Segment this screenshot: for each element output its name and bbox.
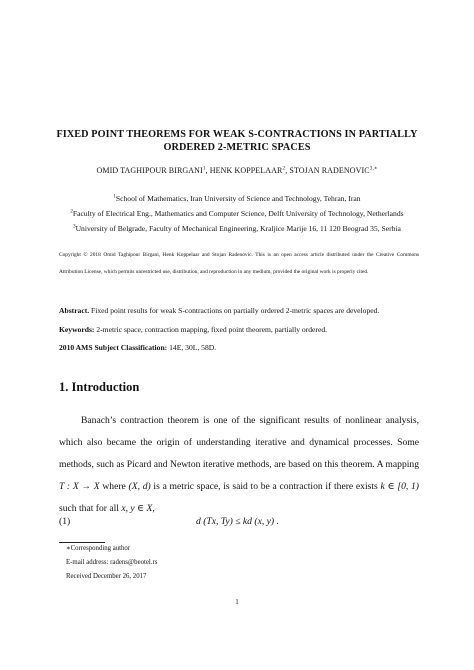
affiliation-2 [20,209,454,218]
math-k-range: k ∈ [0, 1) [380,481,419,492]
author-1-affiliation-mark: 1 [202,165,206,172]
author-3-affiliation-mark: 3,∗ [369,165,378,172]
intro-text-1: Banach’s contraction theorem is one of the significant results of nonlinear analysis, which also became the origin of understanding iterative and dynamical processes. Some methods, such as Picard and Newton iterative methods, are based on this theorem. A mapping [59,415,419,470]
abstract-text: Fixed point results for weak S-contractions on partially ordered 2-metric spaces are developed. [89,306,380,315]
ams-classification [59,342,421,353]
footnote-received-date: Received December 26, 2017 [66,573,147,580]
keywords-label: Keywords: [59,325,95,334]
author-2: HENK KOPPELAAR [209,166,283,175]
author-2-affiliation-mark: 2 [282,165,286,172]
copyright-notice: Copyright © 2018 Omid Taghipour Birgani, Henk Koppelaar and Stojan Radenovic. This is an open access article distributed under the Creative Commons Attribution License, which permits unrestricted use, distribution, and reproduction in any medium, provided the original work is properly cited. [59,252,419,275]
ams-label: 2010 AMS Subject Classification: [59,343,168,352]
author-1: OMID TAGHIPOUR BIRGANI [96,166,203,175]
footnote-corresponding-author: ∗Corresponding author [66,545,131,552]
affiliation-mark: 1 [113,194,116,200]
footnote-email: E-mail address: radens@beotel.rs [66,559,158,566]
math-mapping: T : X → X [59,481,100,492]
keywords-text: 2-metric space, contraction mapping, fixed point theorem, partially ordered. [94,325,328,334]
ams-text: 14E, 30L, 58D. [167,343,217,352]
footnote-rule [59,542,105,543]
intro-text-2: where [99,481,129,492]
math-metric-space: (X, d) [128,481,151,492]
intro-text-5: , [152,503,155,514]
paper-title-line-2: ORDERED 2-METRIC SPACES [163,142,311,153]
equation-number: (1) [59,516,71,527]
author-separator: , [205,166,210,175]
affiliation-mark: 2 [70,209,73,215]
affiliation-text: School of Mathematics, Iran University of Science and Technology, Tehran, Iran [115,194,361,203]
affiliation-3 [20,224,454,233]
affiliation-text: Faculty of Electrical Eng., Mathematics and Computer Science, Delft University of Technology, Netherlands [72,209,404,218]
page-number: 1 [235,598,239,606]
author-list [20,166,454,175]
math-x-y-in-X: x, y ∈ X [121,503,153,514]
equation-expression: d (Tx, Ty) ≤ kd (x, y) . [196,516,279,527]
section-heading: 1. Introduction [59,380,140,394]
affiliation-mark: 3 [73,224,76,230]
affiliation-1 [20,194,454,203]
intro-text-4: such that for all [59,503,122,514]
abstract-label: Abstract. [59,306,90,315]
introduction-paragraph [59,410,419,520]
intro-text-3: is a metric space, is said to be a contraction if there exists [150,481,381,492]
affiliation-text: University of Belgrade, Faculty of Mechanical Engineering, Kraljice Marije 16, 11 120 Beograd 35, Serbia [75,224,401,233]
paper-title-line-1: FIXED POINT THEOREMS FOR WEAK S-CONTRACTIONS IN PARTIALLY [56,129,418,140]
contraction-equation [196,516,279,527]
keywords [59,324,421,335]
paper-title [20,128,454,154]
author-separator: , [285,166,290,175]
author-3: STOJAN RADENOVIC [289,166,370,175]
abstract [59,305,421,316]
